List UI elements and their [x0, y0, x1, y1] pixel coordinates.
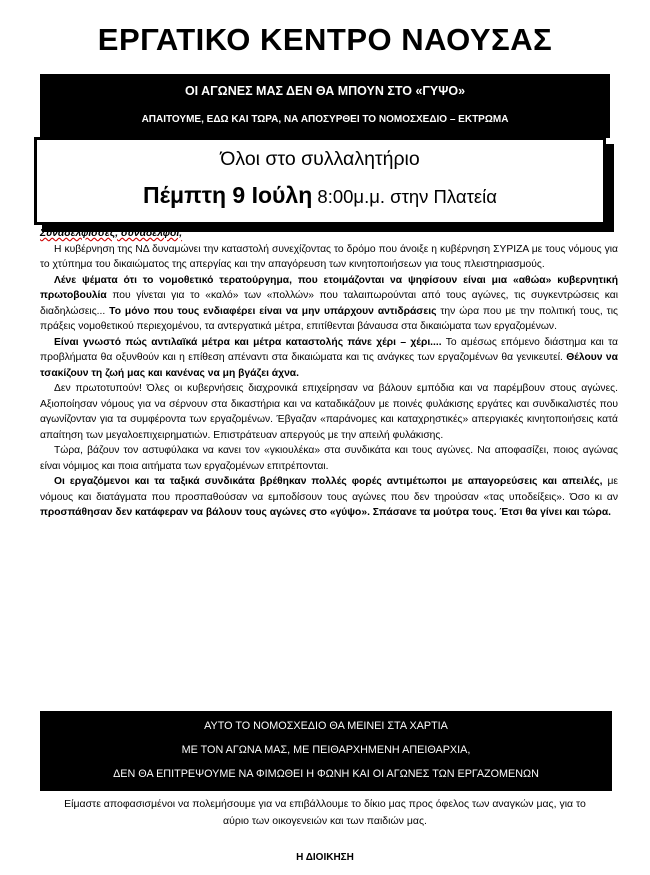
rally-box [34, 137, 606, 225]
paragraph-5: Τώρα, βάζουν τον αστυφύλακα να κανει τον «γκιουλέκα» στα συνδικάτα και τους αγώνες. Να αποφασίζει, ποιος αγώνας είναι νόμιμος και ποια αιτήματα των εργαζομένων επιτρέπονται. [40, 445, 618, 472]
paragraph-4: Δεν πρωτοτυπούν! Όλες οι κυβερνήσεις διαχρονικά επιχείρησαν να βάλουν εμπόδια και να παρέμβουν στους αγώνες. Αξιοποίησαν νόμους για να σέρνουν στα δικαστήρια και να καταδικάζουν με ποινές φυλάκισης εργάτες και συνδικαλιστές που αγωνίζονταν για τα συμφέροντα των εργαζομένων. Έβγαζαν «παράνομες και καταχρηστικές» απεργιακές κινητοποιήσεις κατά απαίτηση των μεγαλοεπιχειρηματιών. Επιστράτευαν απεργούς με την απειλή φυλάκισης. [40, 383, 618, 441]
paragraph-3-bold-c: Θέλουν να τσακίζουν τη ζωή μας και κανένας να μη βγάζει άχνα. [40, 352, 618, 379]
closing-banner-line-1: ΑΥΤΟ ΤΟ ΝΟΜΟΣΧΕΔΙΟ ΘΑ ΜΕΙΝΕΙ ΣΤΑ ΧΑΡΤΙΑ [204, 720, 448, 732]
closing-banner-line-3: ΔΕΝ ΘΑ ΕΠΙΤΡΕΨΟΥΜΕ ΝΑ ΦΙΜΩΘΕΙ Η ΦΩΝΗ ΚΑΙ ΟΙ ΑΓΩΝΕΣ ΤΩΝ ΕΡΓΑΖΟΜΕΝΩΝ [113, 768, 539, 780]
rally-call: Όλοι στο συλλαλητήριο [220, 148, 420, 170]
paragraph-3 [40, 335, 618, 382]
paragraph-1: Η κυβέρνηση της ΝΔ δυναμώνει την καταστολή συνεχίζοντας το δρόμο που άνοιξε η κυβέρνηση ΣΥΡΙΖΑ με τους νόμους για το χτύπημα του δικαιώματος της απεργίας και την απαγόρευση των κινητοποιήσεων για τους πλειστηριασμούς. [40, 243, 618, 270]
signature: Η ΔΙΟΙΚΗΣΗ [296, 852, 354, 863]
rally-details [37, 182, 603, 209]
paragraph-2-bold-a: Λένε ψέματα ότι το νομοθετικό τερατούργημα, που ετοιμάζονται να ψηφίσουν είναι μια «αθώα» κυβερνητική πρωτοβουλία [40, 274, 618, 301]
header-banner [40, 74, 610, 138]
closing-banner-line-2: ΜΕ ΤΟΝ ΑΓΩΝΑ ΜΑΣ, ΜΕ ΠΕΙΘΑΡΧΗΜΕΝΗ ΑΠΕΙΘΑΡΧΙΑ, [181, 744, 471, 756]
paragraph-2 [40, 273, 618, 335]
paragraph-2-bold-c: Το μόνο που τους ενδιαφέρει είναι να μην υπάρχουν αντιδράσεις [109, 305, 437, 317]
rally-time-place: 8:00μ.μ. στην Πλατεία [312, 186, 497, 207]
closing-banner [40, 711, 612, 791]
paragraph-6 [40, 474, 618, 521]
paragraph-2-text-b: που γίνεται για το «καλό» των «πολλών» που ταλαιπωρούνται από τους αγώνες, τις συγκεντρώσεις και διαδηλώσεις... [40, 290, 618, 317]
paragraph-3-bold-a: Είναι γνωστό πώς αντιλαϊκά μέτρα και μέτρα καταστολής πάνε χέρι – χέρι.... [54, 336, 442, 348]
banner-headline: ΟΙ ΑΓΩΝΕΣ ΜΑΣ ΔΕΝ ΘΑ ΜΠΟΥΝ ΣΤΟ «ΓΥΨΟ» [184, 84, 466, 98]
closing-statement: Είμαστε αποφασισμένοι να πολεμήσουμε για να επιβάλλουμε το δίκιο μας προς όφελος των αναγκών μας, για το αύριο των οικογενειών και των παιδιών μας. [64, 798, 586, 827]
paragraph-6-bold-c: προσπάθησαν δεν κατάφεραν να βάλουν τους αγώνες στο «γύψο». Σπάσανε τα μούτρα τους. Έτσι θα γίνει και τώρα. [40, 507, 612, 518]
page-title: ΕΡΓΑΤΙΚΟ ΚΕΝΤΡΟ ΝΑΟΥΣΑΣ [97, 22, 553, 57]
paragraph-6-bold-a: Οι εργαζόμενοι και τα ταξικά συνδικάτα βρέθηκαν πολλές φορές αντιμέτωποι με απαγορεύσεις και απειλές, [54, 476, 603, 487]
letter-body [40, 226, 618, 521]
paragraph-2-text-d: την ώρα που με την πολιτική τους, τις πράξεις νομοθετικού περιεχομένου, τα αντεργατικά μέτρα, επιτίθενται βάναυσα στα δικαιώματα των εργαζομένων. [40, 305, 618, 332]
paragraph-3-text-b: Το αμέσως επόμενο διάστημα και τα προβλήματα θα οξυνθούν και η επίθεση απέναντι στα δικαιώματα και τις ανάγκες των εργαζομένων θα γενικευτεί. [40, 336, 618, 363]
banner-subline: ΑΠΑΙΤΟΥΜΕ, ΕΔΩ ΚΑΙ ΤΩΡΑ, ΝΑ ΑΠΟΣΥΡΘΕΙ ΤΟ ΝΟΜΟΣΧΕΔΙΟ – ΕΚΤΡΩΜΑ [141, 114, 509, 125]
rally-date: Πέμπτη 9 Ιούλη [143, 182, 313, 208]
salutation: Συναδέλφισσες, συνάδελφοι, [40, 228, 183, 239]
paragraph-6-text-b: με νόμους και διατάγματα που προσπαθούσαν να εμποδίσουν τους αγώνες που δεν τηρούσαν «τας υποδείξεις». Όσο κι αν [40, 476, 618, 503]
